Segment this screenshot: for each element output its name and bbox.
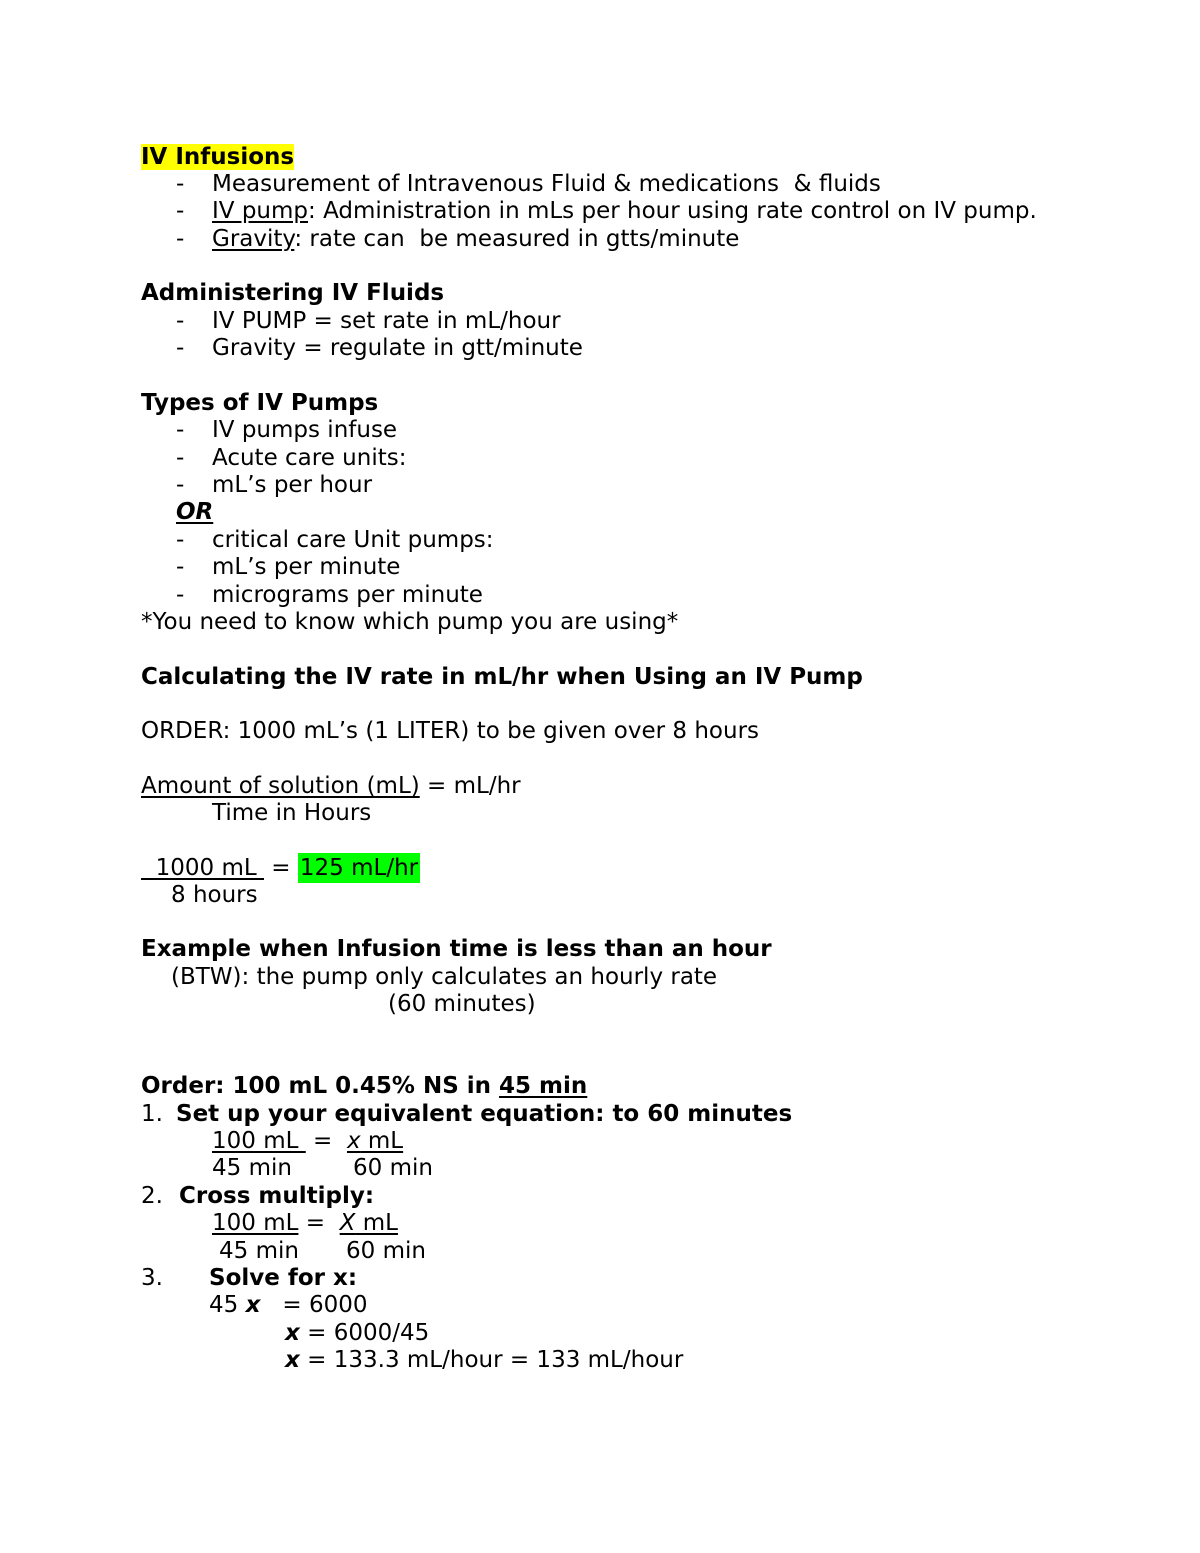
eq1-left-num: 100 mL xyxy=(212,1128,306,1154)
order-text: ORDER: 1000 mL’s (1 LITER) to be given over 8 hours xyxy=(141,718,760,744)
bullet-dash: - xyxy=(176,335,185,361)
pump-note: *You need to know which pump you are using* xyxy=(141,609,679,635)
title-highlight: IV Infusions xyxy=(141,144,295,170)
calc-numerator: 1000 mL xyxy=(141,855,264,881)
bullet-dash: - xyxy=(176,445,185,471)
eq2-right-num xyxy=(340,1210,398,1236)
formula-line xyxy=(141,775,521,798)
bullet-dash: - xyxy=(176,554,185,580)
bullet-iv-pump-rate: IV PUMP = set rate in mL/hour xyxy=(212,308,561,334)
var-x: x xyxy=(346,1128,361,1154)
eq2-den-left: 45 min xyxy=(219,1238,299,1264)
eq1-den-left: 45 min xyxy=(212,1155,292,1181)
eq1-equals: = xyxy=(305,1128,347,1154)
step-1-title: Set up your equivalent equation: to 60 minutes xyxy=(176,1101,793,1127)
eq1-unit: mL xyxy=(360,1128,404,1154)
var-x: x xyxy=(285,1320,300,1346)
eq1-numerator xyxy=(212,1130,403,1153)
eq1-right-num xyxy=(347,1128,403,1154)
bullet-gravity-rate: Gravity = regulate in gtt/minute xyxy=(212,335,583,361)
eq1-den-right: 60 min xyxy=(353,1155,433,1181)
bullet-dash: - xyxy=(176,582,185,608)
section-title-example: Example when Infusion time is less than an hour xyxy=(141,936,772,962)
bullet-dash: - xyxy=(176,472,185,498)
bullet-dash: - xyxy=(176,198,185,224)
step-1-number: 1. xyxy=(141,1101,163,1127)
bullet-gravity-text: : rate can be measured in gtts/minute xyxy=(294,226,740,252)
order-2-time: 45 min xyxy=(499,1073,588,1099)
term-iv-pump: IV pump xyxy=(212,198,309,224)
calc-denominator: 8 hours xyxy=(171,882,258,908)
bullet-measurement: Measurement of Intravenous Fluid & medications & fluids xyxy=(212,171,881,197)
var-x: x xyxy=(285,1347,300,1373)
bullet-pumps-infuse: IV pumps infuse xyxy=(212,417,398,443)
section-title-calculating: Calculating the IV rate in mL/hr when Using an IV Pump xyxy=(141,664,863,690)
bullet-dash: - xyxy=(176,527,185,553)
bullet-ml-per-hour: mL’s per hour xyxy=(212,472,373,498)
solve-line-1 xyxy=(209,1294,367,1317)
bullet-micrograms: micrograms per minute xyxy=(212,582,483,608)
var-x: x xyxy=(245,1292,261,1318)
solve-line-3 xyxy=(285,1349,683,1372)
step-2-number: 2. xyxy=(141,1183,163,1209)
bullet-dash: - xyxy=(176,308,185,334)
step-2-title: Cross multiply: xyxy=(179,1183,375,1209)
eq2-numerator xyxy=(212,1212,398,1235)
formula-denominator: Time in Hours xyxy=(212,800,372,826)
calc-equals: = xyxy=(264,855,298,881)
order-2 xyxy=(141,1075,587,1098)
btw-note: (BTW): the pump only calculates an hourly rate xyxy=(171,964,718,990)
bullet-ml-per-minute: mL’s per minute xyxy=(212,554,401,580)
step-3-number: 3. xyxy=(141,1265,163,1291)
bullet-dash: - xyxy=(176,226,185,252)
calc-result: 125 mL/hr xyxy=(299,855,419,881)
bullet-dash: - xyxy=(176,171,185,197)
solve-line-2 xyxy=(285,1322,429,1345)
step-3-title: Solve for x: xyxy=(209,1265,358,1291)
calc-line xyxy=(141,857,420,880)
bullet-gravity xyxy=(212,228,739,251)
section-title-administering: Administering IV Fluids xyxy=(141,280,445,306)
var-x: X xyxy=(339,1210,356,1236)
section-title-iv-infusions xyxy=(141,146,294,169)
or-label: OR xyxy=(176,499,214,525)
formula-result: = mL/hr xyxy=(419,773,521,799)
sixty-minutes-note: (60 minutes) xyxy=(388,991,536,1017)
solve-line-1-coef: 45 xyxy=(209,1292,246,1318)
eq2-left-num: 100 mL xyxy=(212,1210,299,1236)
order-2-text: Order: 100 mL 0.45% NS in xyxy=(141,1073,500,1099)
eq2-equals: = xyxy=(298,1210,340,1236)
eq2-den-right: 60 min xyxy=(346,1238,426,1264)
bullet-iv-pump-text: : Administration in mLs per hour using rate control on IV pump. xyxy=(308,198,1037,224)
solve-line-3-rest: = 133.3 mL/hour = 133 mL/hour xyxy=(299,1347,684,1373)
section-title-types-of-pumps: Types of IV Pumps xyxy=(141,390,379,416)
term-gravity: Gravity xyxy=(212,226,295,252)
bullet-dash: - xyxy=(176,417,185,443)
solve-line-1-rest: = 6000 xyxy=(260,1292,368,1318)
bullet-critical-care: critical care Unit pumps: xyxy=(212,527,494,553)
solve-line-2-rest: = 6000/45 xyxy=(299,1320,430,1346)
bullet-acute-care: Acute care units: xyxy=(212,445,407,471)
formula-numerator: Amount of solution (mL) xyxy=(141,773,420,799)
bullet-iv-pump xyxy=(212,200,1037,223)
eq2-unit: mL xyxy=(355,1210,398,1236)
